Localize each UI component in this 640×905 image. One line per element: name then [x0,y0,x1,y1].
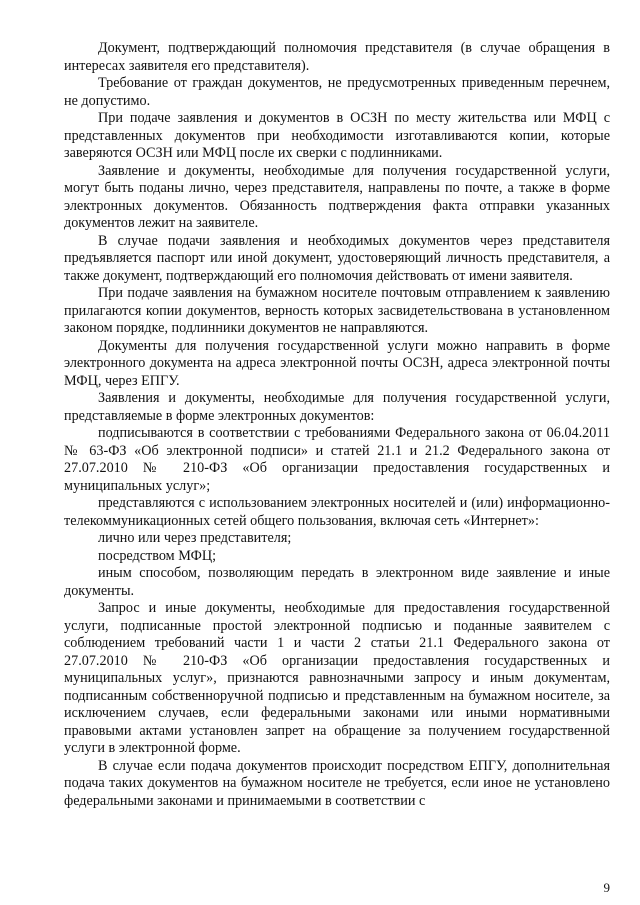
list-item-via-mfc: посредством МФЦ; [98,547,217,564]
list-item-other-method: иным способом, позволяющим передать в электронном виде заявление и иные документы. [64,565,610,599]
paragraph-electronic-addresses: Документы для получения государственной услуги можно направить в форме электронного документа на адреса электронной почты ОСЗН, адреса электронной почты МФЦ, через ЕПГУ. [64,337,610,389]
paragraph-electronic-carriers: представляются с использованием электронных носителей и (или) информационно-телекоммуникационных сетей общего пользования, включая сеть «Интернет»: [64,495,610,529]
paragraph-epgu-submission: В случае если подача документов происходит посредством ЕПГУ, дополнительная подача таких документов на бумажном носителе не требуется, если иное не установлено федеральными законами и принимаемыми в соответствии с [64,757,610,809]
paragraph-representative-submission: В случае подачи заявления и необходимых документов через представителя предъявляется паспорт или иной документ, удостоверяющий личность представителя, а также документ, подтверждающий его полномочия действовать от имени заявителя. [64,232,610,284]
page-number: 9 [603,880,610,895]
paragraph-copies-certification: При подаче заявления и документов в ОСЗН по месту жительства или МФЦ с представленных документов при необходимости изготавливаются копии, которые заверяются ОСЗН или МФЦ после их сверки с подлинниками. [64,110,610,161]
list-item-in-person: лично или через представителя; [98,530,292,546]
paragraph-postal-submission: При подаче заявления на бумажном носителе почтовым отправлением к заявлению прилагаются копии документов, верность которых засвидетельствована в установленном законом порядке, подлинники документов не направляются. [64,285,610,336]
document-page-body [64,40,610,890]
paragraph-simple-electronic-signature: Запрос и иные документы, необходимые для предоставления государственной услуги, подписанные простой электронной подписью и поданные заявителем с соблюдением требований части 1 и части 2 статьи 21.1 Федерального закона от 27.07.2010 № 210-ФЗ «Об организации предоставления государственных и муниципальных услуг», признаются равнозначными запросу и иным документам, подписанным собственноручной подписью и представленным на бумажном носителе, за исключением случаев, если федеральными законами или иными нормативными правовыми актами установлен запрет на обращение за получением государственной услуги в электронной форме. [64,600,610,756]
paragraph-no-extra-documents: Требование от граждан документов, не предусмотренных приведенным перечнем, не допустимо. [64,75,610,109]
paragraph-submission-methods: Заявление и документы, необходимые для получения государственной услуги, могут быть поданы лично, через представителя, направлены по почте, а также в форме электронных документов. Обязанность подтверждения факта отправки указанных документов лежит на заявителе. [64,162,610,231]
paragraph-representative-document: Документ, подтверждающий полномочия представителя (в случае обращения в интересах заявителя его представителя). [64,40,610,74]
paragraph-signature-requirements: подписываются в соответствии с требованиями Федерального закона от 06.04.2011 № 63-ФЗ «Об электронной подписи» и статей 21.1 и 21.2 Федерального закона от 27.07.2010 № 210-ФЗ «Об организации предоставления государственных и муниципальных услуг»; [64,425,610,494]
paragraph-electronic-documents-intro: Заявления и документы, необходимые для получения государственной услуги, представляемые в форме электронных документов: [64,390,610,424]
